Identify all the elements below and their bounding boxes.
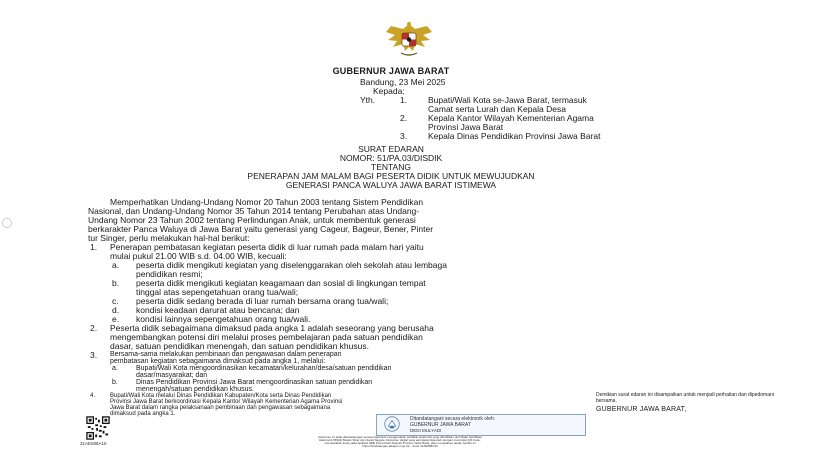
item-4-line-3: Jawa Barat dalam rangka pelaksanaan pembinaan dan pengawasan sebagaimana [110,405,331,411]
intro-line-4: berkarakter Panca Waluya di Jawa Barat yaitu generasi yang Cageur, Bageur, Bener, Pinter [88,224,434,234]
kepada-label: Kepada: [373,86,405,96]
item-2-line-1: Peserta didik sebagaimana dimaksud pada angka 1 adalah seseorang yang berusaha [110,323,434,333]
item-1-num: 1. [90,242,98,252]
intro-line-2: Nasional, dan Undang-Undang Nomor 35 Tahun 2014 tentang Perubahan atas Undang- [88,206,420,216]
item-3-num: 3. [90,350,98,360]
recipient-1-line-2: Camat serta Lurah dan Kepala Desa [428,104,566,114]
qr-code-icon [86,416,110,440]
letter-subject-1: PENERAPAN JAM MALAM BAGI PESERTA DIDIK UNTUK MEWUJUDKAN [247,171,535,181]
closing-line-1: Demikian surat edaran ini disampaikan untuk menjadi perhatian dan dipedomani [596,392,774,398]
recipient-3-line-1: Kepala Dinas Pendidikan Provinsi Jawa Barat [428,131,601,141]
item-1b-line-1: peserta didik mengikuti kegiatan keagamaan dan sosial di lingkungan tempat [136,278,426,288]
item-1d-line-1: kondisi keadaan darurat atau bencana; dan [136,305,300,315]
item-1c-line-1: peserta didik sedang berada di luar rumah bersama orang tua/wali; [136,296,389,306]
item-1a-line-2: pendidikan resmi; [136,269,203,279]
item-2-line-3: dasar, satuan pendidikan menengah, dan satuan pendidikan khusus. [110,341,369,351]
letter-subject-2: GENERASI PANCA WALUYA JAWA BARAT ISTIMEWA [285,180,497,190]
esign-line-1: Ditandatangani secara elektronik oleh: [410,416,496,422]
item-1-line-1: Penerapan pembatasan kegiatan peserta didik di luar rumah pada malam hari yaitu [110,242,424,252]
closing-line-2: bersama. [596,398,617,404]
letter-about: TENTANG [371,162,411,172]
item-1c-num: c. [112,296,119,306]
item-3b-line-2: menengah/satuan pendidikan khusus. [136,386,254,393]
item-2-num: 2. [90,323,98,333]
item-3b-num: b. [112,379,118,386]
place-date: Bandung, 23 Mei 2025 [360,77,446,87]
item-3-line-2: pembatasan kegiatan sebagaimana dimaksud pada angka 1, melalui: [110,358,326,365]
item-3b-line-1: Dinas Pendidikan Provinsi Jawa Barat mengoordinasikan satuan pendidikan [136,379,373,386]
recipient-2-line-1: Kepala Kantor Wilayah Kementerian Agama [428,113,594,123]
item-4-num: 4. [90,393,96,399]
recipient-2-num: 2. [400,113,408,123]
qr-code-text: 31AE588A16 [80,441,107,446]
item-3a-num: a. [112,365,118,372]
yth-label: Yth. [360,95,376,105]
footer-line-4: https://tandatangan.jabarprov.go.id/... kode 31AE588A16 [362,444,438,448]
intro-line-3: Undang Nomor 23 Tahun 2002 tentang Perlindungan Anak, untuk membentuk generasi [88,215,416,225]
item-1b-line-2: tinggal atas sepengetahuan orang tua/wali; [136,287,299,297]
letter-number: NOMOR: 51/PA.03/DISDIK [339,153,443,163]
item-1a-line-1: peserta didik mengikuti kegiatan yang diselenggarakan oleh sekolah atau lembaga [136,260,447,270]
intro-line-1: Memperhatikan Undang-Undang Nomor 20 Tahun 2003 tentang Sistem Pendidikan [110,197,424,207]
footer-note [200,436,600,448]
recipient-1-line-1: Bupati/Wali Kota se-Jawa Barat, termasuk [428,95,587,105]
recipient-2-line-2: Provinsi Jawa Barat [428,122,504,132]
item-1a-num: a. [112,260,120,270]
letter-type: SURAT EDARAN [358,144,424,154]
item-1-line-2: mulai pukul 21.00 WIB s.d. 04.00 WIB, kecuali: [110,251,287,261]
item-3-line-1: Bersama-sama melakukan pembinaan dan pengawasan dalam penerapan [110,351,342,358]
document-header-title: GUBERNUR JAWA BARAT [332,66,450,76]
signer-name: DEDI MULYADI [410,428,442,433]
item-1e-line-1: kondisi lainnya sepengetahuan orang tua/wali. [136,314,311,324]
recipient-3-num: 3. [400,131,408,141]
item-1d-num: d. [112,305,120,315]
item-4-line-4: dimaksud pada angka 1. [110,411,176,417]
garuda-emblem-icon [383,20,435,60]
item-3a-line-2: dasar/masyarakat; dan [136,372,208,379]
intro-line-5: tur Singer, perlu melakukan hal-hal berikut: [88,233,250,243]
item-4-line-2: Provinsi Jawa Barat berkoordinasi Kepala Kantor Wilayah Kementerian Agama Provinsi [110,399,343,405]
item-4-line-1: Bupati/Wali Kota melalui Dinas Pendidikan Kabupaten/Kota serta Dinas Pendidikan [110,393,332,399]
item-1b-num: b. [112,278,120,288]
bsre-logo-icon [384,416,400,432]
recipient-1-num: 1. [400,95,408,105]
footer-line-3: memasukkan kode pada Aplikasi NDE Pemerintah Daerah Provinsi Jawa Barat, atau mengakses tautan berikut ini [324,441,476,445]
item-3a-line-1: Bupati/Wali Kota mengoordinasikan kecamatan/kelurahan/desa/satuan pendidikan [136,365,392,372]
item-1e-num: e. [112,314,120,324]
signature-title: GUBERNUR JAWA BARAT, [596,406,687,413]
footer-line-1: Dokumen ini telah ditandatangani secara elektronik menggunakan sertifikat elektronik yang diterbitkan oleh Balai Sertifikasi [318,435,482,439]
footer-line-2: Elektronik (BSrE) Badan Siber dan Sandi Negara. Dokumen digital yang asli dapat diperoleh dengan memindai QR Code, [319,438,481,442]
esign-line-2: GUBERNUR JAWA BARAT [410,422,471,428]
item-2-line-2: mengembangkan potensi diri melalui proses pembelajaran pada satuan pendidikan [110,332,423,342]
